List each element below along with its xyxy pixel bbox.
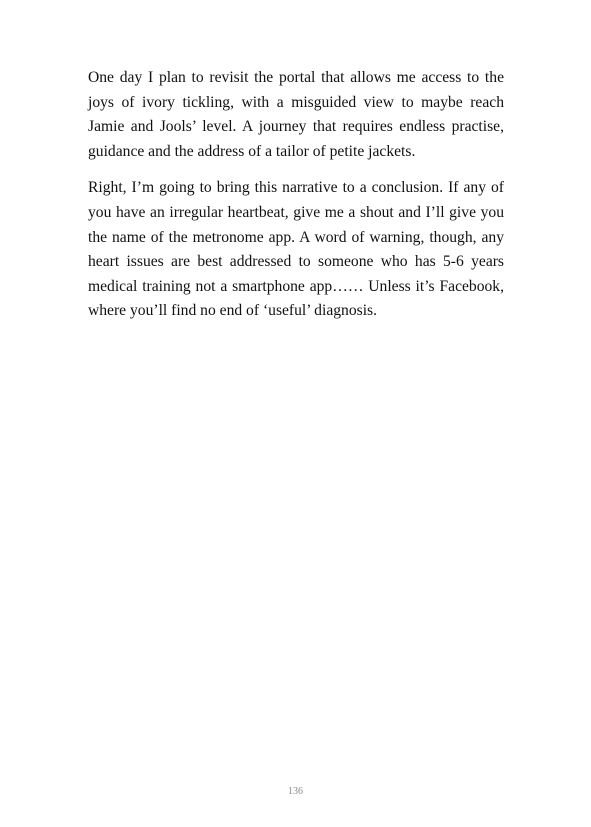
page-number: 136	[288, 786, 303, 797]
body-text	[88, 66, 504, 336]
paragraph-2: Right, I’m going to bring this narrative to a conclusion. If any of you have an irregular heartbeat, give me a shout and I’ll give you the name of the metronome app. A word of warning, though, any heart issues are best addressed to someone who has 5-6 years medical training not a smartphone app…… Unless it’s Facebook, where you’ll find no end of ‘useful’ diagnosis.	[88, 179, 504, 320]
paragraph-1: One day I plan to revisit the portal that allows me access to the joys of ivory tickling, with a misguided view to maybe reach Jamie and Jools’ level. A journey that requires endless practise, guidance and the address of a tailor of petite jackets.	[88, 69, 504, 160]
